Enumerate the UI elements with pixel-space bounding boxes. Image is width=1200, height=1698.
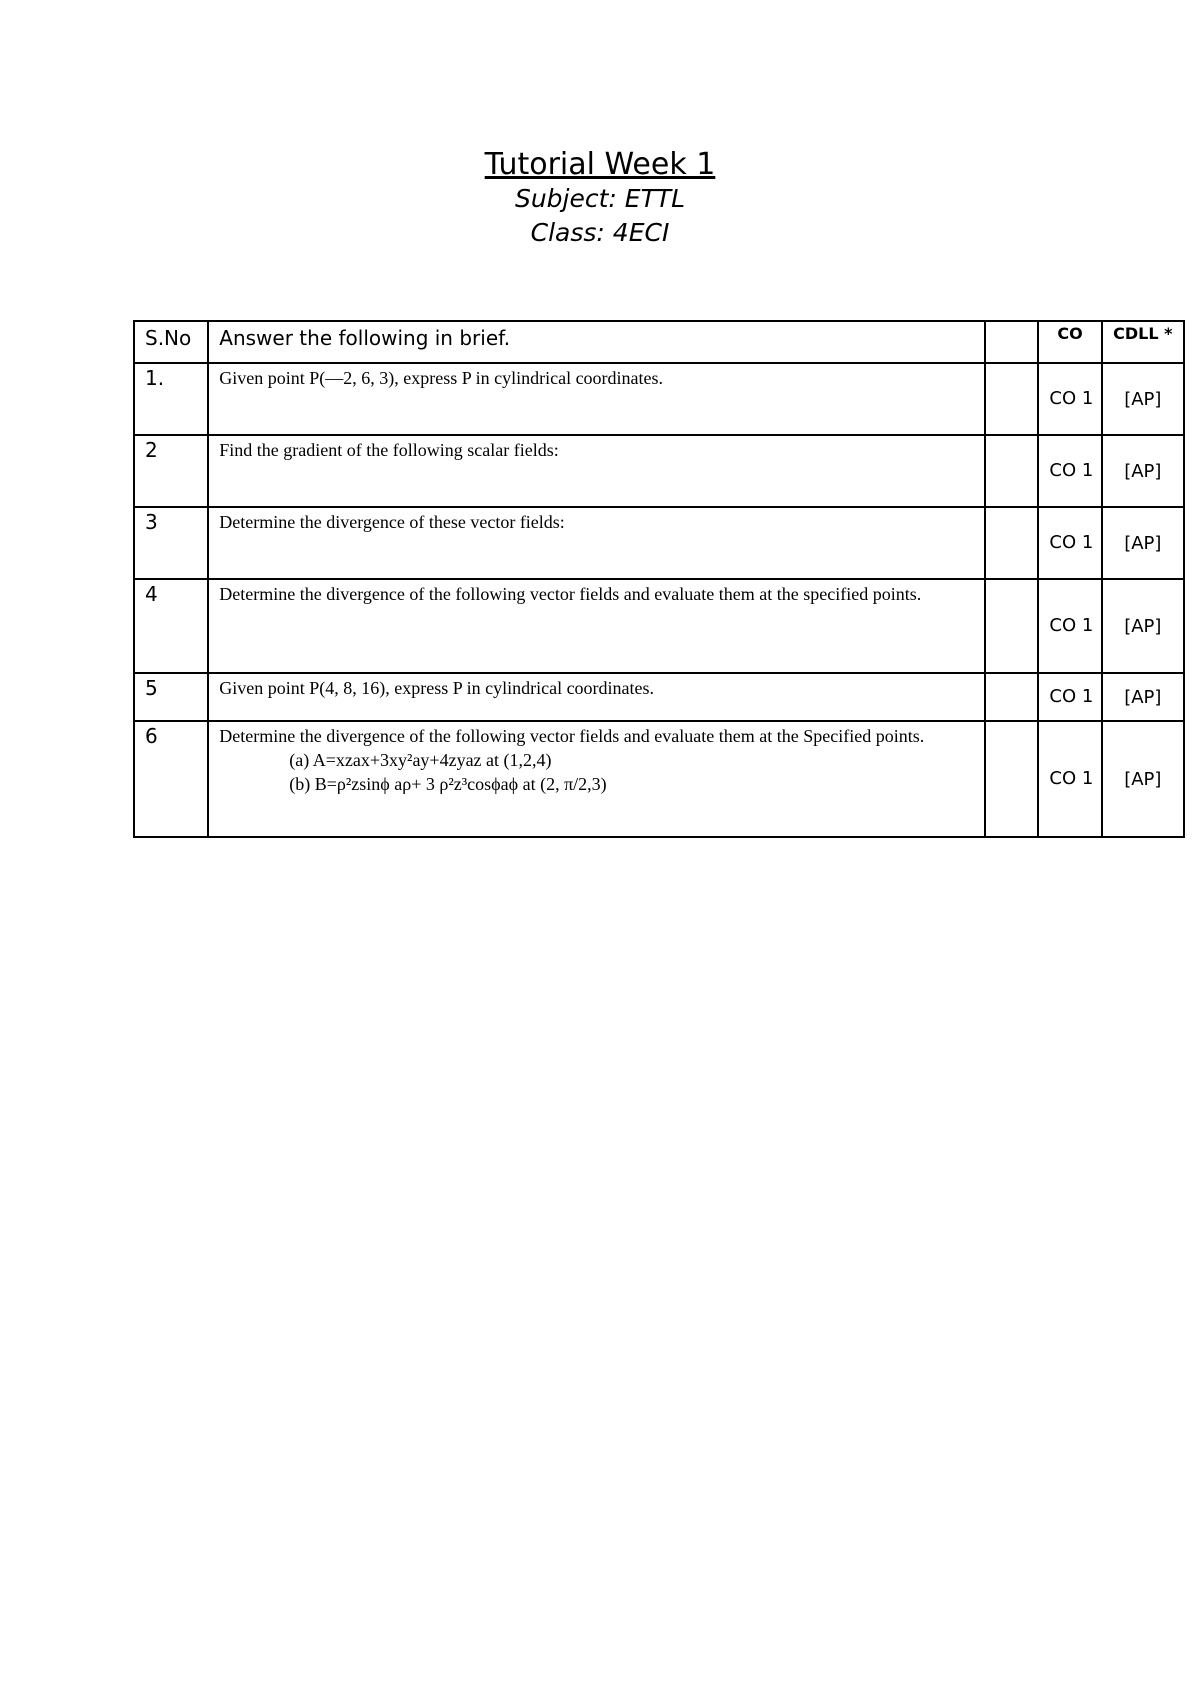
row-sno: 4 [134,579,208,673]
question-part-a: (a) A=xzax+3xy²ay+4zyaz at (1,2,4) [289,750,552,770]
row-blank [985,579,1038,673]
row-cdll: [AP] [1102,579,1184,673]
row-question: Given point P(—2, 6, 3), express P in cylindrical coordinates. [208,363,985,435]
table-row [134,363,1184,435]
row-co: CO 1 [1038,435,1101,507]
row-cdll: [AP] [1102,673,1184,721]
row-question: Find the gradient of the following scalar fields: [208,435,985,507]
class-line: Class: 4ECI [530,218,670,247]
row-question-cell [208,721,985,837]
row-co: CO 1 [1038,721,1101,837]
document-header [0,148,1200,250]
table-row [134,673,1184,721]
question-parts [219,748,976,796]
row-co: CO 1 [1038,507,1101,579]
row-sno: 6 [134,721,208,837]
row-blank [985,363,1038,435]
row-co: CO 1 [1038,673,1101,721]
page-title: Tutorial Week 1 [484,147,716,182]
row-blank [985,507,1038,579]
tutorial-table [133,320,1185,838]
header-blank [985,321,1038,363]
table-row [134,579,1184,673]
header-sno: S.No [134,321,208,363]
row-co: CO 1 [1038,579,1101,673]
row-question: Given point P(4, 8, 16), express P in cylindrical coordinates. [208,673,985,721]
row-question: Determine the divergence of the following vector fields and evaluate them at the Specified points. [219,726,925,746]
question-part-b: (b) B=ρ²zsinϕ aρ+ 3 ρ²z³cosϕaϕ at (2, π/2,3) [289,774,607,794]
table-row [134,721,1184,837]
row-cdll: [AP] [1102,721,1184,837]
table-row [134,435,1184,507]
subject-line: Subject: ETTL [514,184,686,213]
header-cdll: CDLL * [1102,321,1184,363]
row-blank [985,721,1038,837]
row-cdll: [AP] [1102,435,1184,507]
row-blank [985,435,1038,507]
row-sno: 5 [134,673,208,721]
row-co: CO 1 [1038,363,1101,435]
row-question: Determine the divergence of the following vector fields and evaluate them at the specified points. [208,579,985,673]
table-header-row [134,321,1184,363]
row-sno: 3 [134,507,208,579]
table-row [134,507,1184,579]
header-question: Answer the following in brief. [208,321,985,363]
row-cdll: [AP] [1102,363,1184,435]
row-sno: 1. [134,363,208,435]
row-cdll: [AP] [1102,507,1184,579]
row-blank [985,673,1038,721]
header-co: CO [1038,321,1101,363]
row-sno: 2 [134,435,208,507]
row-question: Determine the divergence of these vector fields: [208,507,985,579]
